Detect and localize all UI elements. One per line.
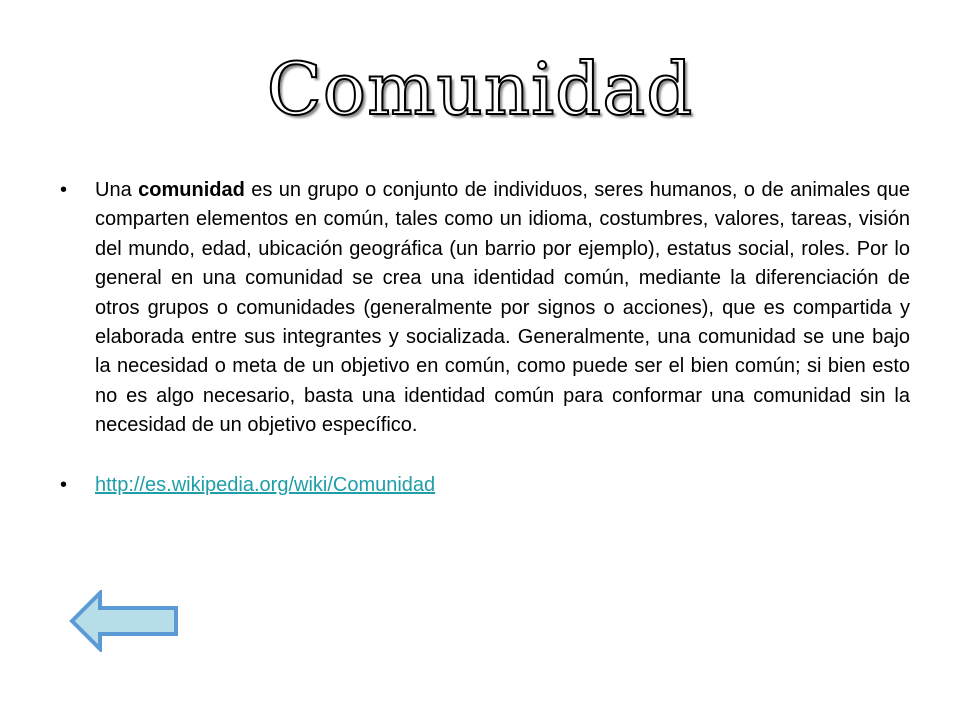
- definition-intro: Una: [95, 179, 139, 201]
- back-button[interactable]: [68, 590, 180, 652]
- slide-title: Comunidad: [266, 47, 694, 131]
- bullet-item-source: [60, 471, 910, 500]
- bullet-list: [60, 176, 910, 500]
- bullet-glyph: •: [60, 473, 68, 496]
- left-arrow-icon: [68, 590, 180, 652]
- bullet-glyph: •: [60, 179, 68, 201]
- source-link[interactable]: http://es.wikipedia.org/wiki/Comunidad: [95, 473, 436, 496]
- definition-text: [95, 179, 910, 436]
- bullet-item-definition: [60, 176, 910, 441]
- definition-term: comunidad: [138, 179, 245, 201]
- definition-body: es un grupo o conjunto de individuos, seres humanos, o de animales que comparten elementos en común, tales como un idioma, costumbres, valores, tareas, visión del mundo, edad, ubicación geográfica (un barrio por ejemplo), estatus social, roles. Por lo general en una comunidad se crea una identidad común, mediante la diferenciación de otros grupos o comunidades (generalmente por signos o acciones), que es compartida y elaborada entre sus integrantes y socializada. Generalmente, una comunidad se une bajo la necesidad o meta de un objetivo en común, como puede ser el bien común; si bien esto no es algo necesario, basta una identidad común para conformar una comunidad sin la necesidad de un objetivo específico.: [95, 179, 911, 437]
